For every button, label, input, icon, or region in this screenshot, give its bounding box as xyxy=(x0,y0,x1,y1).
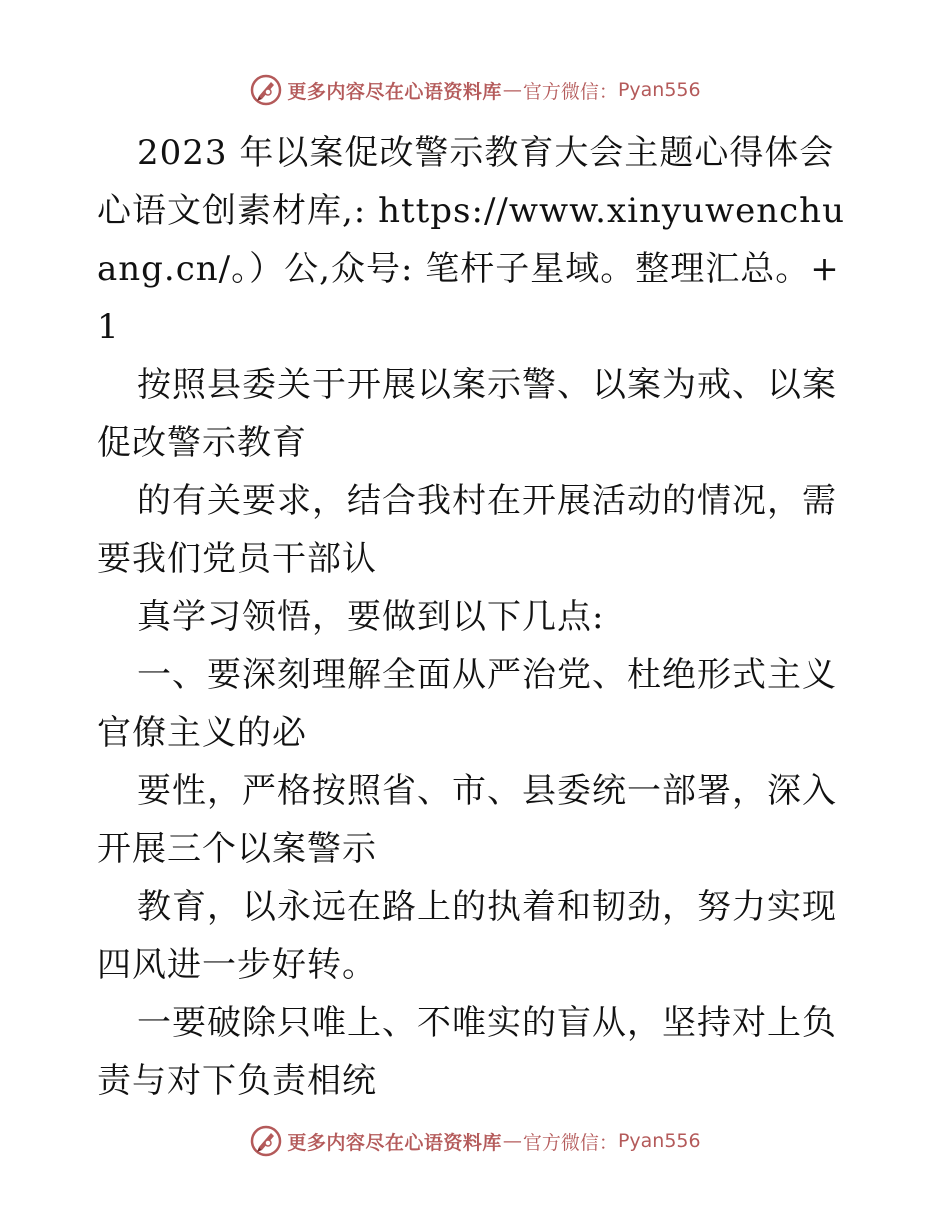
paragraph: 要性，严格按照省、市、县委统一部署，深入开展三个以案警示 xyxy=(97,771,837,869)
paragraph: 一、要深刻理解全面从严治党、杜绝形式主义官僚主义的必 xyxy=(97,655,837,753)
watermark-label: 官方微信： xyxy=(522,80,618,103)
pen-logo-icon xyxy=(249,73,283,107)
paragraph: 的有关要求，结合我村在开展活动的情况，需要我们党员干部认 xyxy=(97,481,837,579)
paragraph: 一要破除只唯上、不唯实的盲从，坚持对上负责与对下负责相统 xyxy=(97,1003,837,1101)
watermark-handle: Pyan556 xyxy=(617,1130,701,1152)
paragraph: 教育，以永远在路上的执着和韧劲，努力实现四风进一步好转。 xyxy=(97,887,837,985)
pen-logo-icon xyxy=(249,1124,283,1158)
watermark-separator: — xyxy=(502,79,522,101)
paragraph: 真学习领悟，要做到以下几点: xyxy=(137,597,605,637)
watermark-site-name: 更多内容尽在心语资料库 xyxy=(287,1131,502,1154)
paragraph: 按照县委关于开展以案示警、以案为戒、以案促改警示教育 xyxy=(97,365,837,463)
header-watermark xyxy=(0,73,950,107)
paragraph-title: 2023 年以案促改警示教育大会主题心得体会 心语文创素材库,: https://www.xinyuwenchuang.cn/。）公,众号: 笔杆子星域。整理汇总。+1 xyxy=(97,133,845,347)
watermark-handle: Pyan556 xyxy=(617,79,701,101)
watermark-separator: — xyxy=(502,1130,522,1152)
watermark-label: 官方微信： xyxy=(522,1131,618,1154)
document-body xyxy=(97,124,853,1110)
watermark-site-name: 更多内容尽在心语资料库 xyxy=(287,80,502,103)
footer-watermark xyxy=(0,1124,950,1158)
